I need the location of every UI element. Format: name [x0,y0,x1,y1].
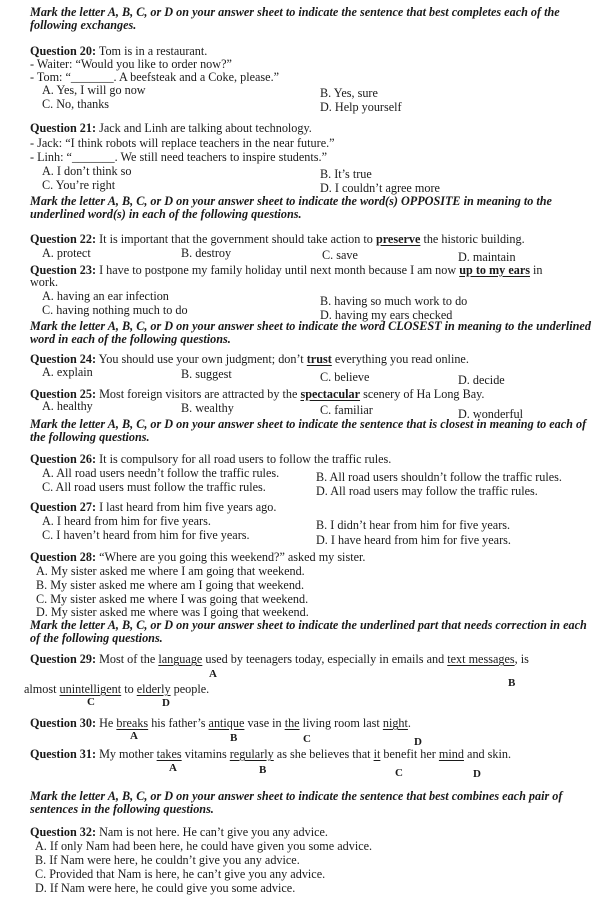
q25-option-a[interactable]: A. healthy [42,399,93,413]
q26-option-b[interactable]: B. All road users shouldn’t follow the traffic rules. [316,470,562,484]
q29-part-d[interactable]: elderly [136,682,171,696]
q21-line-2: - Linh: “_______. We still need teachers to inspire students.” [30,150,327,164]
question-21: Question 21: Jack and Linh are talking about technology. [30,121,312,135]
q30-mark-d: D [414,736,422,748]
q28-option-d[interactable]: D. My sister asked me where was I going that weekend. [36,605,309,619]
q31-part-d[interactable]: mind [438,747,464,761]
q24-option-b[interactable]: B. suggest [181,367,232,381]
q20-option-b[interactable]: B. Yes, sure [320,86,378,100]
q29-part-a[interactable]: language [158,652,203,666]
question-23: Question 23: I have to postpone my family holiday until next month because I am now up to my ears in [30,263,543,277]
q21-option-a[interactable]: A. I don’t think so [42,164,132,178]
q30-part-c[interactable]: the [284,716,300,730]
q23-keyword: up to my ears [459,263,530,277]
q22-option-d[interactable]: D. maintain [458,250,516,264]
q31-mark-b: B [259,764,267,776]
q26-option-c[interactable]: C. All road users must follow the traffic rules. [42,480,266,494]
q22-keyword: preserve [375,232,421,246]
q23-continuation: work. [30,275,59,289]
q32-option-c[interactable]: C. Provided that Nam is here, he can’t give you any advice. [35,867,326,881]
q27-option-d[interactable]: D. I have heard from him for five years. [316,533,511,547]
q25-keyword: spectacular [300,387,361,401]
q22-option-a[interactable]: A. protect [42,246,91,260]
q22-option-b[interactable]: B. destroy [181,246,232,260]
q24-option-d[interactable]: D. decide [458,373,505,387]
question-26: Question 26: It is compulsory for all road users to follow the traffic rules. [30,452,392,466]
q25-option-b[interactable]: B. wealthy [181,401,234,415]
question-27: Question 27: I last heard from him five years ago. [30,500,277,514]
q31-mark-d: D [473,768,481,780]
q27-option-b[interactable]: B. I didn’t hear from him for five years. [316,518,511,532]
q32-option-d[interactable]: D. If Nam were here, he could give you some advice. [35,881,296,895]
q30-part-d[interactable]: night [382,716,408,730]
q29-part-b[interactable]: text messages [447,652,515,666]
q20-line-2: - Tom: “_______. A beefsteak and a Coke, please.” [30,70,280,84]
q24-keyword: trust [306,352,332,366]
q30-mark-a: A [130,730,138,742]
q29-line-2: almost unintelligent to elderly people. [24,682,210,696]
q30-mark-c: C [303,733,311,745]
q23-option-b[interactable]: B. having so much work to do [320,294,468,308]
instruction-closest-sentence: Mark the letter A, B, C, or D on your answer sheet to indicate the sentence that is closest in meaning to each of the following questions. [30,417,587,445]
q28-option-c[interactable]: C. My sister asked me where I was going that weekend. [36,592,309,606]
q29-mark-c: C [87,696,95,708]
q21-option-d[interactable]: D. I couldn’t agree more [320,181,440,195]
q30-part-a[interactable]: breaks [116,716,149,730]
q28-option-a[interactable]: A. My sister asked me where I am going that weekend. [36,564,305,578]
q20-option-d[interactable]: D. Help yourself [320,100,402,114]
question-29: Question 29: Most of the language used by teenagers today, especially in emails and text messages, is [30,652,529,666]
q21-line-1: - Jack: “I think robots will replace teachers in the near future.” [30,136,335,150]
instruction-opposite: Mark the letter A, B, C, or D on your answer sheet to indicate the word(s) OPPOSITE in meaning to the underlined word(s) in each of the following questions. [30,194,552,222]
q29-part-c[interactable]: unintelligent [59,682,122,696]
q32-option-a[interactable]: A. If only Nam had been here, he could have given you some advice. [35,839,373,853]
q24-option-c[interactable]: C. believe [320,370,370,384]
q22-option-c[interactable]: C. save [322,248,358,262]
q23-option-d[interactable]: D. having my ears checked [320,308,453,322]
question-24: Question 24: You should use your own judgment; don’t trust everything you read online. [30,352,469,366]
question-20: Question 20: Tom is in a restaurant. [30,44,208,58]
q29-mark-b: B [508,677,516,689]
question-25: Question 25: Most foreign visitors are attracted by the spectacular scenery of Ha Long Bay. [30,387,485,401]
instruction-closest-word: Mark the letter A, B, C, or D on your answer sheet to indicate the word CLOSEST in meaning to the underlined word in each of the following questions. [30,319,591,347]
q20-option-c[interactable]: C. No, thanks [42,97,110,111]
q31-part-b[interactable]: regularly [229,747,274,761]
instruction-combine: Mark the letter A, B, C, or D on your answer sheet to indicate the sentence that best combines each pair of sentences in the following questions. [30,789,563,817]
q25-option-d[interactable]: D. wonderful [458,407,523,421]
q31-mark-a: A [169,762,177,774]
question-32: Question 32: Nam is not here. He can’t give you any advice. [30,825,328,839]
q31-part-c[interactable]: it [373,747,381,761]
q28-option-b[interactable]: B. My sister asked me where am I going that weekend. [36,578,305,592]
q31-part-a[interactable]: takes [156,747,182,761]
question-31: Question 31: My mother takes vitamins regularly as she believes that it benefit her mind and skin. [30,747,512,761]
question-22: Question 22: It is important that the government should take action to preserve the historic building. [30,232,525,246]
q20-option-a[interactable]: A. Yes, I will go now [42,83,146,97]
q24-option-a[interactable]: A. explain [42,365,93,379]
q21-option-b[interactable]: B. It’s true [320,167,372,181]
instruction-exchanges: Mark the letter A, B, C, or D on your answer sheet to indicate the sentence that best completes each of the following exchanges. [30,5,560,33]
q32-option-b[interactable]: B. If Nam were here, he couldn’t give you any advice. [35,853,300,867]
q23-option-a[interactable]: A. having an ear infection [42,289,169,303]
q27-option-c[interactable]: C. I haven’t heard from him for five years. [42,528,250,542]
q20-line-1: - Waiter: “Would you like to order now?” [30,57,232,71]
q31-mark-c: C [395,767,403,779]
q25-option-c[interactable]: C. familiar [320,403,373,417]
q27-option-a[interactable]: A. I heard from him for five years. [42,514,211,528]
question-28: Question 28: “Where are you going this weekend?” asked my sister. [30,550,366,564]
q30-mark-b: B [230,732,238,744]
q26-option-d[interactable]: D. All road users may follow the traffic rules. [316,484,538,498]
q21-option-c[interactable]: C. You’re right [42,178,116,192]
instruction-correction: Mark the letter A, B, C, or D on your answer sheet to indicate the underlined part that needs correction in each of the following questions. [30,618,587,646]
q23-option-c[interactable]: C. having nothing much to do [42,303,188,317]
q29-mark-a: A [209,668,217,680]
q30-part-b[interactable]: antique [208,716,245,730]
q29-mark-d: D [162,697,170,709]
q26-option-a[interactable]: A. All road users needn’t follow the traffic rules. [42,466,280,480]
question-30: Question 30: He breaks his father’s antique vase in the living room last night. [30,716,411,730]
